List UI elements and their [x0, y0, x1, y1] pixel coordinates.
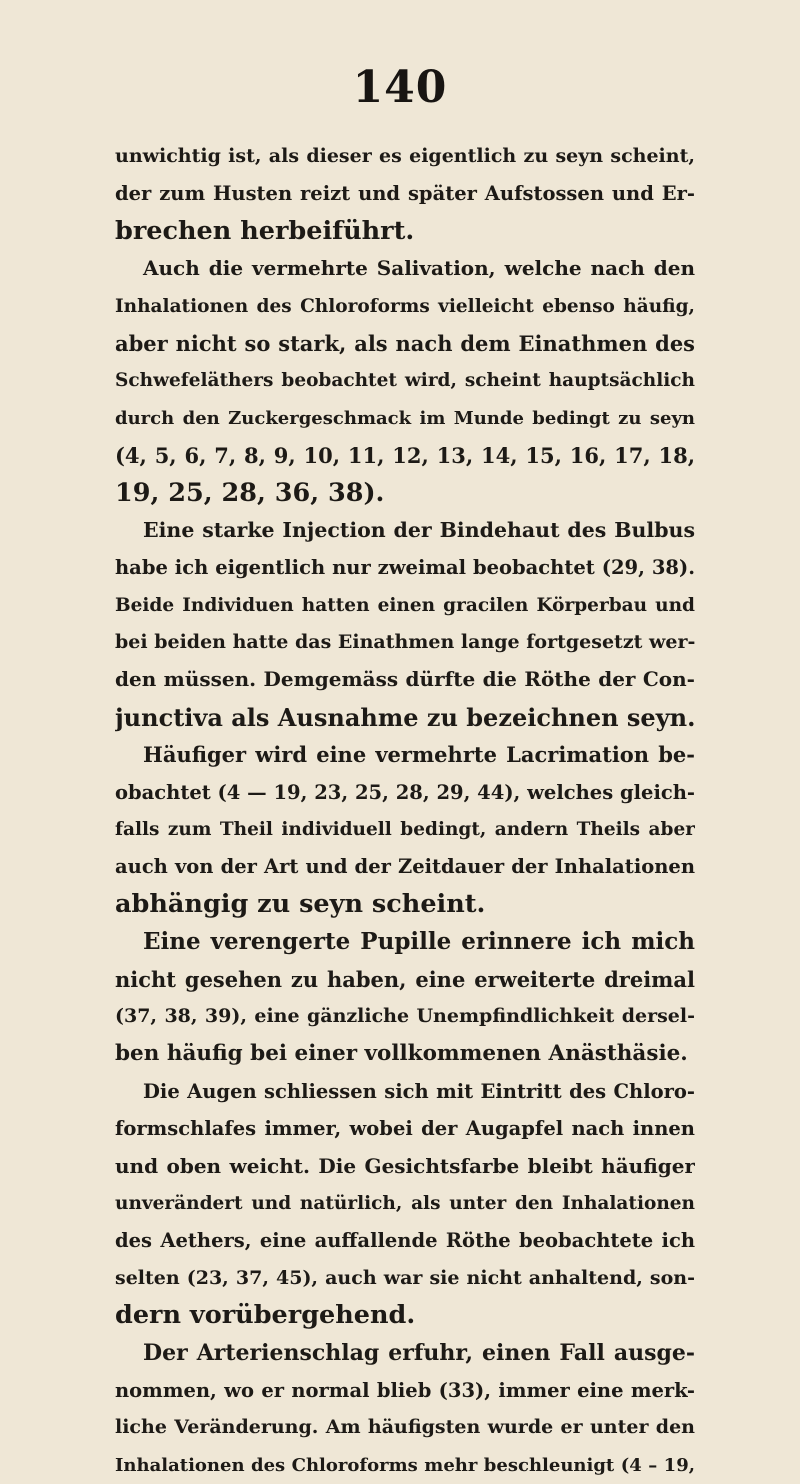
text-line: Inhalationen des Chloroforms mehr beschleunigt (4 – 19,: [115, 1454, 695, 1476]
text-line: aber nicht so stark, als nach dem Einathmen des: [115, 330, 695, 356]
text-line: unwichtig ist, als dieser es eigentlich zu seyn scheint,: [115, 145, 695, 167]
text-line: liche Veränderung. Am häufigsten wurde er unter den: [115, 1416, 695, 1439]
text-line: bei beiden hatte das Einathmen lange fortgesetzt wer-: [115, 631, 695, 654]
page-number: 140: [352, 62, 448, 113]
text-line: junctiva als Ausnahme zu bezeichnen seyn.: [115, 702, 695, 732]
body-text: [115, 138, 695, 1484]
text-line: abhängig zu seyn scheint.: [115, 888, 486, 919]
text-line: Eine verengerte Pupille erinnere ich mich: [143, 928, 695, 956]
text-line: falls zum Theil individuell bedingt, andern Theils aber: [115, 819, 695, 841]
text-line: ben häufig bei einer vollkommenen Anästhäsie.: [115, 1041, 688, 1067]
text-line: Beide Individuen hatten einen gracilen Körperbau und: [115, 594, 695, 616]
text-line: den müssen. Demgemäss dürfte die Röthe der Con-: [115, 667, 695, 692]
text-line: auch von der Art und der Zeitdauer der Inhalationen: [115, 855, 695, 879]
text-line: obachtet (4 — 19, 23, 25, 28, 29, 44), welches gleich-: [115, 780, 695, 804]
text-line: der zum Husten reizt und später Aufstossen und Er-: [115, 182, 695, 206]
text-line: und oben weicht. Die Gesichtsfarbe bleibt häufiger: [115, 1153, 695, 1178]
text-line: formschlafes immer, wobei der Augapfel nach innen: [115, 1117, 695, 1141]
text-line: nicht gesehen zu haben, eine erweiterte dreimal: [115, 966, 695, 992]
text-line: Eine starke Injection der Bindehaut des Bulbus: [143, 517, 695, 542]
text-line: des Aethers, eine auffallende Röthe beobachtete ich: [115, 1229, 695, 1253]
text-line: nommen, wo er normal blieb (33), immer eine merk-: [115, 1378, 695, 1402]
text-line: habe ich eigentlich nur zweimal beobachtet (29, 38).: [115, 556, 695, 580]
text-line: brechen herbeiführt.: [115, 215, 415, 246]
text-line: Inhalationen des Chloroforms vielleicht ebenso häufig,: [115, 295, 695, 317]
text-line: unverändert und natürlich, als unter den Inhalationen: [115, 1192, 695, 1214]
text-line: selten (23, 37, 45), auch war sie nicht anhaltend, son-: [115, 1266, 695, 1289]
text-line: (4, 5, 6, 7, 8, 9, 10, 11, 12, 13, 14, 15, 16, 17, 18,: [115, 443, 695, 469]
text-line: Schwefeläthers beobachtet wird, scheint hauptsächlich: [115, 370, 695, 392]
text-line: Die Augen schliessen sich mit Eintritt des Chloro-: [143, 1079, 695, 1103]
text-line: Häufiger wird eine vermehrte Lacrimation be-: [143, 742, 695, 768]
text-line: durch den Zuckergeschmack im Munde bedingt zu seyn: [115, 407, 695, 429]
text-line: Der Arterienschlag erfuhr, einen Fall ausge-: [143, 1339, 695, 1366]
text-line: dern vorübergehend.: [115, 1300, 416, 1331]
text-line: 19, 25, 28, 36, 38).: [115, 477, 385, 508]
text-line: (37, 38, 39), eine gänzliche Unempfindlichkeit dersel-: [115, 1004, 695, 1027]
text-line: Auch die vermehrte Salivation, welche nach den: [143, 256, 695, 281]
